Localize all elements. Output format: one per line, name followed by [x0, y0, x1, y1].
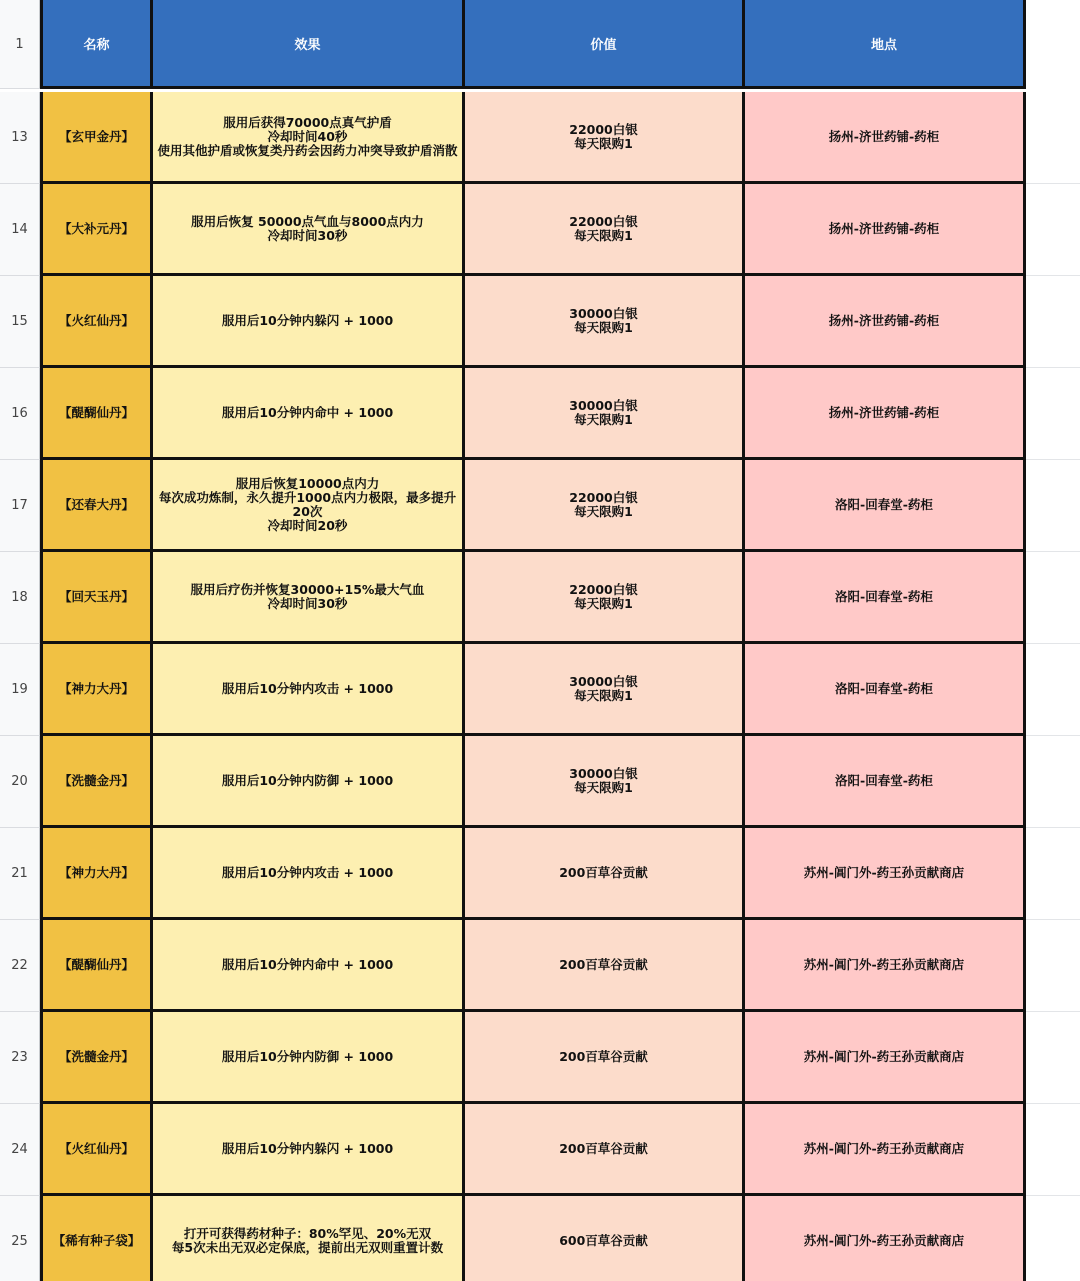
cell-price[interactable]: 200百草谷贡献: [465, 920, 745, 1012]
empty-column-area[interactable]: [1026, 0, 1080, 1281]
cell-effect[interactable]: 服用后10分钟内攻击 + 1000: [153, 828, 465, 920]
cell-name[interactable]: 【神力大丹】: [40, 644, 153, 736]
cell-price[interactable]: 22000白银 每天限购1: [465, 460, 745, 552]
cell-name[interactable]: 【稀有种子袋】: [40, 1196, 153, 1281]
header-location[interactable]: 地点: [745, 0, 1026, 89]
cell-location[interactable]: 苏州-阊门外-药王孙贡献商店: [745, 1196, 1026, 1281]
cell-name[interactable]: 【神力大丹】: [40, 828, 153, 920]
gridline: [1026, 367, 1080, 368]
gridline: [1026, 1011, 1080, 1012]
cell-name[interactable]: 【还春大丹】: [40, 460, 153, 552]
header-row: [40, 0, 1026, 89]
gridline: [1026, 1103, 1080, 1104]
gridline: [1026, 643, 1080, 644]
cell-name[interactable]: 【醍醐仙丹】: [40, 920, 153, 1012]
header-price[interactable]: 价值: [465, 0, 745, 89]
cell-price[interactable]: 30000白银 每天限购1: [465, 276, 745, 368]
table-row: [40, 644, 1026, 736]
cell-effect[interactable]: 服用后疗伤并恢复30000+15%最大气血 冷却时间30秒: [153, 552, 465, 644]
cell-name[interactable]: 【火红仙丹】: [40, 1104, 153, 1196]
header-name[interactable]: 名称: [40, 0, 153, 89]
cell-location[interactable]: 苏州-阊门外-药王孙贡献商店: [745, 920, 1026, 1012]
gridline: [1026, 735, 1080, 736]
cell-location[interactable]: 扬州-济世药铺-药柜: [745, 92, 1026, 184]
table-row: [40, 184, 1026, 276]
gridline: [1026, 459, 1080, 460]
cell-name[interactable]: 【火红仙丹】: [40, 276, 153, 368]
cell-name[interactable]: 【洗髓金丹】: [40, 736, 153, 828]
gridline: [1026, 551, 1080, 552]
cell-price[interactable]: 30000白银 每天限购1: [465, 644, 745, 736]
row-number[interactable]: 17: [0, 460, 40, 552]
cell-effect[interactable]: 服用后10分钟内命中 + 1000: [153, 368, 465, 460]
cell-effect[interactable]: 服用后获得70000点真气护盾 冷却时间40秒 使用其他护盾或恢复类丹药会因药力冲突导致护盾消散: [153, 92, 465, 184]
row-number-header[interactable]: 1: [0, 0, 40, 89]
cell-price[interactable]: 22000白银 每天限购1: [465, 92, 745, 184]
cell-price[interactable]: 200百草谷贡献: [465, 828, 745, 920]
gridline: [1026, 1195, 1080, 1196]
cell-effect[interactable]: 服用后恢复10000点内力 每次成功炼制，永久提升1000点内力极限，最多提升 20次 冷却时间20秒: [153, 460, 465, 552]
cell-effect[interactable]: 服用后恢复 50000点气血与8000点内力 冷却时间30秒: [153, 184, 465, 276]
table-row: [40, 1104, 1026, 1196]
cell-name[interactable]: 【大补元丹】: [40, 184, 153, 276]
cell-name[interactable]: 【洗髓金丹】: [40, 1012, 153, 1104]
gridline: [1026, 919, 1080, 920]
row-number[interactable]: 15: [0, 276, 40, 368]
row-number[interactable]: 24: [0, 1104, 40, 1196]
table-row: [40, 1196, 1026, 1281]
cell-price[interactable]: 600百草谷贡献: [465, 1196, 745, 1281]
row-number[interactable]: 18: [0, 552, 40, 644]
row-number[interactable]: 19: [0, 644, 40, 736]
table-row: [40, 1012, 1026, 1104]
table-row: [40, 736, 1026, 828]
table-row: [40, 368, 1026, 460]
cell-price[interactable]: 200百草谷贡献: [465, 1104, 745, 1196]
cell-location[interactable]: 洛阳-回春堂-药柜: [745, 736, 1026, 828]
row-number[interactable]: 16: [0, 368, 40, 460]
row-number[interactable]: 21: [0, 828, 40, 920]
table-row: [40, 92, 1026, 184]
cell-price[interactable]: 22000白银 每天限购1: [465, 184, 745, 276]
table-row: [40, 920, 1026, 1012]
cell-effect[interactable]: 服用后10分钟内攻击 + 1000: [153, 644, 465, 736]
row-number[interactable]: 23: [0, 1012, 40, 1104]
cell-price[interactable]: 30000白银 每天限购1: [465, 736, 745, 828]
table-row: [40, 828, 1026, 920]
row-number[interactable]: 22: [0, 920, 40, 1012]
cell-price[interactable]: 200百草谷贡献: [465, 1012, 745, 1104]
gridline: [1026, 275, 1080, 276]
cell-location[interactable]: 洛阳-回春堂-药柜: [745, 644, 1026, 736]
cell-effect[interactable]: 服用后10分钟内躲闪 + 1000: [153, 1104, 465, 1196]
cell-location[interactable]: 洛阳-回春堂-药柜: [745, 460, 1026, 552]
cell-location[interactable]: 扬州-济世药铺-药柜: [745, 184, 1026, 276]
table-row: [40, 552, 1026, 644]
cell-effect[interactable]: 服用后10分钟内躲闪 + 1000: [153, 276, 465, 368]
cell-effect[interactable]: 打开可获得药材种子：80%罕见、20%无双 每5次未出无双必定保底，提前出无双则重置计数: [153, 1196, 465, 1281]
cell-location[interactable]: 苏州-阊门外-药王孙贡献商店: [745, 828, 1026, 920]
cell-location[interactable]: 苏州-阊门外-药王孙贡献商店: [745, 1012, 1026, 1104]
row-number[interactable]: 25: [0, 1196, 40, 1281]
cell-name[interactable]: 【玄甲金丹】: [40, 92, 153, 184]
cell-location[interactable]: 扬州-济世药铺-药柜: [745, 368, 1026, 460]
table-row: [40, 460, 1026, 552]
cell-name[interactable]: 【回天玉丹】: [40, 552, 153, 644]
cell-price[interactable]: 30000白银 每天限购1: [465, 368, 745, 460]
cell-effect[interactable]: 服用后10分钟内命中 + 1000: [153, 920, 465, 1012]
row-number[interactable]: 14: [0, 184, 40, 276]
row-number[interactable]: 13: [0, 92, 40, 184]
gridline: [1026, 827, 1080, 828]
cell-location[interactable]: 洛阳-回春堂-药柜: [745, 552, 1026, 644]
table-row: [40, 276, 1026, 368]
cell-location[interactable]: 扬州-济世药铺-药柜: [745, 276, 1026, 368]
gridline: [1026, 183, 1080, 184]
row-number[interactable]: 20: [0, 736, 40, 828]
cell-name[interactable]: 【醍醐仙丹】: [40, 368, 153, 460]
cell-price[interactable]: 22000白银 每天限购1: [465, 552, 745, 644]
header-effect[interactable]: 效果: [153, 0, 465, 89]
cell-effect[interactable]: 服用后10分钟内防御 + 1000: [153, 1012, 465, 1104]
cell-effect[interactable]: 服用后10分钟内防御 + 1000: [153, 736, 465, 828]
cell-location[interactable]: 苏州-阊门外-药王孙贡献商店: [745, 1104, 1026, 1196]
